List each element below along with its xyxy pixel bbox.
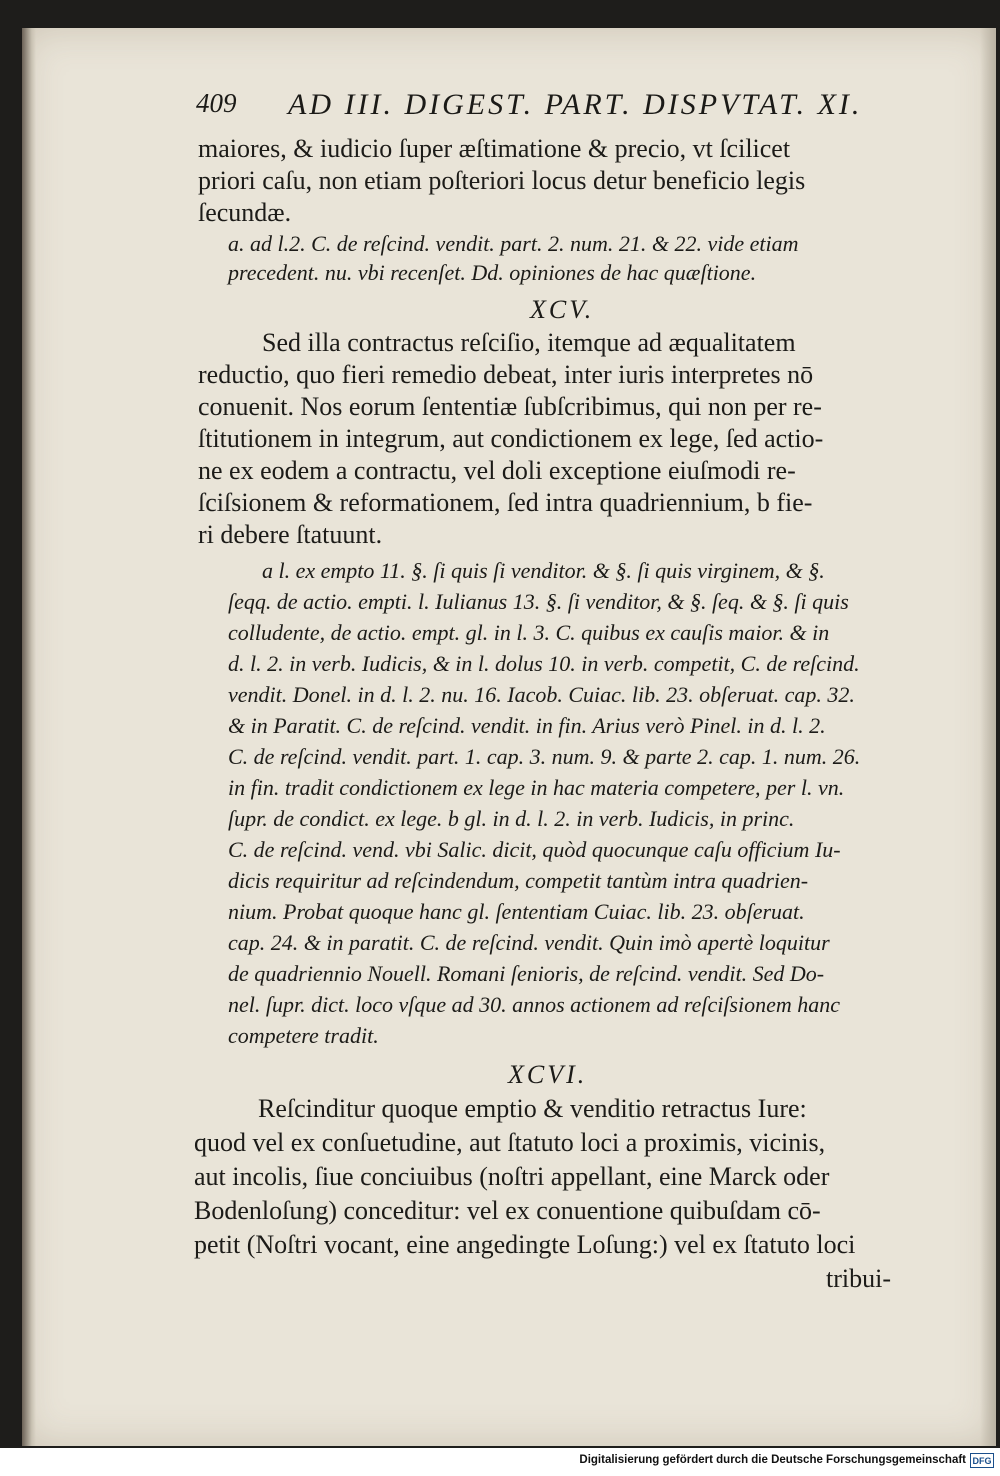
- footnote-line: de quadriennio Nouell. Romani ſenioris, de reſcind. vendit. Sed Do-: [228, 961, 825, 986]
- footnote-line: d. l. 2. in verb. Iudicis, & in l. dolus 10. in verb. competit, C. de reſcind.: [228, 651, 860, 676]
- text-line: petit (Noſtri vocant, eine angedingte Loſung:) vel ex ſtatuto loci: [194, 1230, 856, 1259]
- footnote-line: cap. 24. & in paratit. C. de reſcind. vendit. Quin imò apertè loquitur: [228, 930, 830, 955]
- page-number: 409: [196, 88, 237, 118]
- page-gutter: [22, 28, 36, 1446]
- text-line: quod vel ex conſuetudine, aut ſtatuto loci a proximis, vicinis,: [194, 1128, 826, 1157]
- footnote-line: precedent. nu. vbi recenſet. Dd. opiniones de hac quæſtione.: [228, 260, 757, 285]
- footnote-line: colludente, de actio. empt. gl. in l. 3. C. quibus ex cauſis maior. & in: [228, 620, 830, 645]
- section-number: XCVI.: [508, 1060, 588, 1089]
- text-line: ri debere ſtatuunt.: [198, 520, 383, 549]
- text-line: conuenit. Nos eorum ſententiæ ſubſcribimus, qui non per re-: [198, 392, 822, 421]
- footnote-line: competere tradit.: [228, 1023, 379, 1048]
- dfg-logo-icon: DFG: [970, 1453, 994, 1468]
- footnote-line: C. de reſcind. vendit. part. 1. cap. 3. num. 9. & parte 2. cap. 1. num. 26.: [228, 744, 861, 769]
- footnote-line: nium. Probat quoque hanc gl. ſententiam Cuiac. lib. 23. obſeruat.: [228, 899, 805, 924]
- footnote-line: a l. ex empto 11. §. ſi quis ſi venditor. & §. ſi quis virginem, & §.: [262, 558, 825, 583]
- footnote-line: ſeqq. de actio. empti. l. Iulianus 13. §. ſi venditor, & §. ſeq. & §. ſi quis: [228, 589, 849, 614]
- catchword: tribui-: [826, 1264, 891, 1293]
- text-line: aut incolis, ſiue conciuibus (noſtri appellant, eine Marck oder: [194, 1162, 830, 1191]
- text-line: ſecundæ.: [198, 198, 292, 227]
- footnote-line: & in Paratit. C. de reſcind. vendit. in fin. Arius verò Pinel. in d. l. 2.: [228, 713, 826, 738]
- footnote-line: ſupr. de condict. ex lege. b gl. in d. l. 2. in verb. Iudicis, in princ.: [228, 806, 795, 831]
- footnote-line: a. ad l.2. C. de reſcind. vendit. part. 2. num. 21. & 22. vide etiam: [228, 231, 799, 256]
- footnote-line: vendit. Donel. in d. l. 2. nu. 16. Iacob. Cuiac. lib. 23. obſeruat. cap. 32.: [228, 682, 855, 707]
- text-line: reductio, quo fieri remedio debeat, inter iuris interpretes nō: [198, 360, 814, 389]
- text-line: priori caſu, non etiam poſteriori locus detur beneficio legis: [198, 166, 806, 195]
- running-head: [0, 88, 1000, 122]
- funding-credit: Digitalisierung gefördert durch die Deutsche Forschungsgemeinschaft: [579, 1454, 966, 1466]
- text-line: Sed illa contractus reſciſio, itemque ad æqualitatem: [262, 328, 796, 357]
- digitization-footer: [0, 1448, 1000, 1476]
- text-line: Reſcinditur quoque emptio & venditio retractus Iure:: [258, 1094, 807, 1123]
- text-line: Bodenloſung) conceditur: vel ex conuentione quibuſdam cō-: [194, 1196, 821, 1225]
- section-number: XCV.: [530, 295, 595, 324]
- text-line: ſtitutionem in integrum, aut condictionem ex lege, ſed actio-: [198, 424, 824, 453]
- text-line: ſciſsionem & reformationem, ſed intra quadriennium, b fie-: [198, 488, 813, 517]
- footnote-line: nel. ſupr. dict. loco vſque ad 30. annos actionem ad reſciſsionem hanc: [228, 992, 841, 1017]
- text-line: maiores, & iudicio ſuper æſtimatione & precio, vt ſcilicet: [198, 134, 791, 163]
- footnote-line: in fin. tradit condictionem ex lege in hac materia competere, per l. vn.: [228, 775, 845, 800]
- footnote-line: dicis requiritur ad reſcindendum, competit tantùm intra quadrien-: [228, 868, 809, 893]
- footnote-line: C. de reſcind. vend. vbi Salic. dicit, quòd quocunque caſu officium Iu-: [228, 837, 841, 862]
- page-edge: [980, 28, 996, 1446]
- running-title: AD III. DIGEST. PART. DISPVTAT. XI.: [288, 88, 863, 121]
- text-line: ne ex eodem a contractu, vel doli exceptione eiuſmodi re-: [198, 456, 796, 485]
